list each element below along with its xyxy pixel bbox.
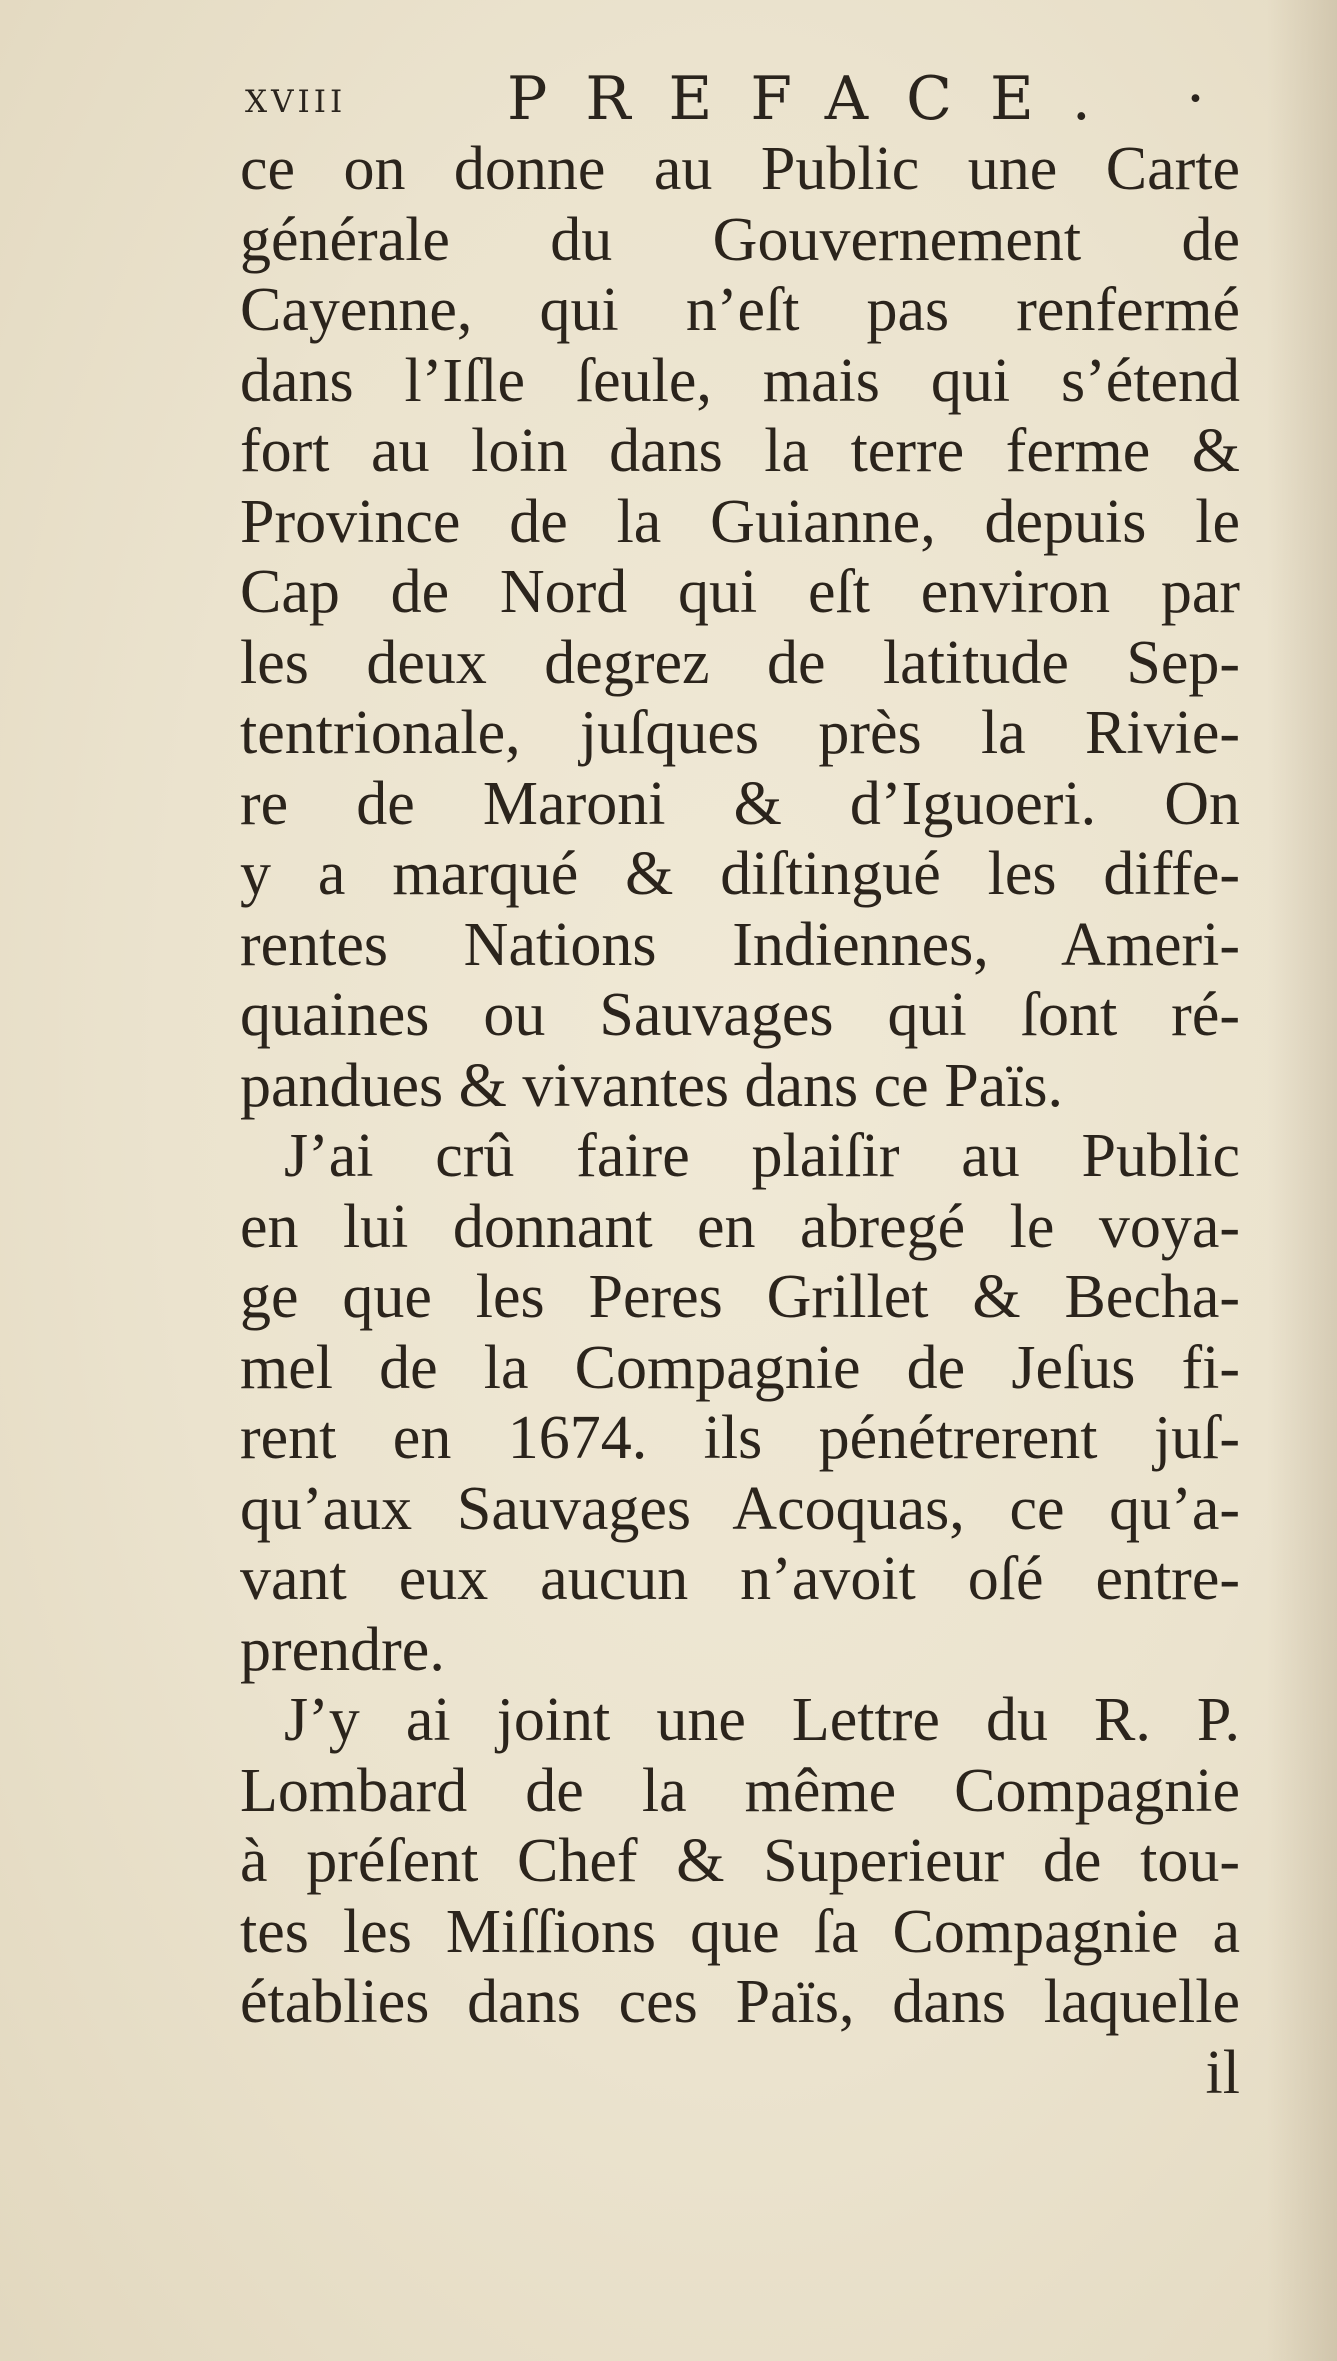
text-line: les deux degrez de latitude Sep- bbox=[240, 628, 1240, 697]
text-line: rentes Nations Indiennes, Ameri- bbox=[240, 910, 1240, 979]
text-line: quaines ou Sauvages qui ſont ré- bbox=[240, 981, 1240, 1049]
text-line: y a marqué & diſtingué les diffe- bbox=[240, 840, 1240, 908]
gutter-shadow bbox=[1267, 0, 1337, 2361]
text-line: à préſent Chef & Superieur de tou- bbox=[240, 1827, 1240, 1895]
text-line: générale du Gouvernement de bbox=[240, 205, 1240, 274]
text-line: prendre. bbox=[240, 1615, 445, 1684]
text-line: dans l’Iſle ſeule, mais qui s’étend bbox=[240, 346, 1240, 415]
text-line: en lui donnant en abregé le voya- bbox=[240, 1192, 1240, 1261]
paragraph-start-line: J’ai crû faire plaiſir au Public bbox=[284, 1122, 1240, 1190]
catchword: il bbox=[1205, 2038, 1240, 2107]
text-line: tes les Miſſions que ſa Compagnie a bbox=[240, 1897, 1240, 1966]
text-line: Province de la Guianne, depuis le bbox=[240, 487, 1240, 556]
text-line: pandues & vivantes dans ce Païs. bbox=[240, 1051, 1064, 1120]
running-title: PREFACE. · bbox=[507, 64, 1244, 134]
text-line: Lombard de la même Compagnie bbox=[240, 1756, 1240, 1825]
paragraph-start-line: J’y ai joint une Lettre du R. P. bbox=[284, 1686, 1240, 1754]
text-line: ge que les Peres Grillet & Becha- bbox=[240, 1263, 1240, 1331]
text-line: établies dans ces Païs, dans laquelle bbox=[240, 1968, 1240, 2036]
text-line: qu’aux Sauvages Acoquas, ce qu’a- bbox=[240, 1474, 1240, 1543]
body-text bbox=[240, 134, 1240, 2108]
text-line: re de Maroni & d’Iguoeri. On bbox=[240, 769, 1240, 838]
text-line: ce on donne au Public une Carte bbox=[240, 135, 1240, 203]
folio-page-number: xviii bbox=[245, 72, 347, 123]
text-line: rent en 1674. ils pénétrerent juſ- bbox=[240, 1404, 1240, 1472]
text-line: mel de la Compagnie de Jeſus fi- bbox=[240, 1333, 1240, 1402]
text-line: Cap de Nord qui eſt environ par bbox=[240, 558, 1240, 626]
page-header bbox=[245, 52, 1245, 142]
text-line: fort au loin dans la terre ferme & bbox=[240, 417, 1240, 485]
text-line: Cayenne, qui n’eſt pas renfermé bbox=[240, 276, 1240, 344]
text-line: vant eux aucun n’avoit oſé entre- bbox=[240, 1545, 1240, 1613]
text-line: tentrionale, juſques près la Rivie- bbox=[240, 699, 1240, 767]
